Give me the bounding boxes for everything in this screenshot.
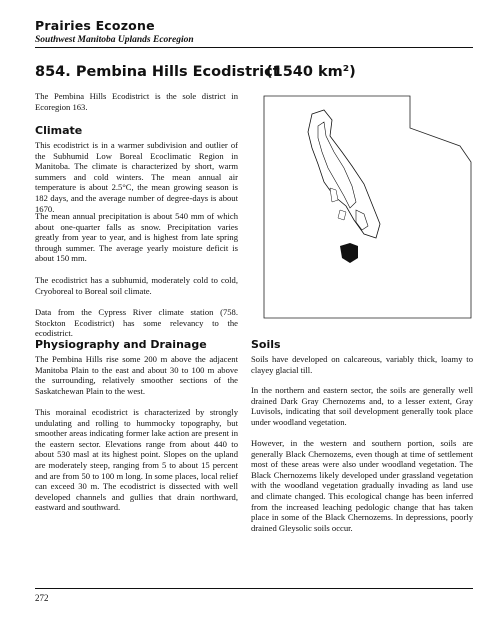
manitoba-outline [264, 96, 471, 318]
climate-paragraph-2: The mean annual precipitation is about 540 mm of which about one-quarter falls as snow. Precipitation varies greatly from year to year, and is highest from late spring through summer. The average yearly moisture deficit is about 150 mm. [35, 211, 238, 264]
lake-shape-4 [338, 210, 346, 220]
soils-heading: Soils [251, 338, 281, 351]
physiography-paragraph-2: This morainal ecodistrict is characterized by strongly undulating and rolling to hummocky topography, but smoother areas indicating former lake action are present in the eastern sector. Elevations range from about 440 to about 530 masl at its highest point. Slopes on the upland are moderately steep, ranging from 5 to about 15 percent and are from 50 to 100 m long. In some places, local relief can exceed 30 m. The ecodistrict is dissected with well developed channels and gullies that drain northward, eastward and southward. [35, 407, 238, 513]
district-area: (1540 km²) [266, 64, 356, 80]
soils-paragraph-1: Soils have developed on calcareous, variably thick, loamy to clayey glacial till. [251, 354, 473, 375]
ecodistrict-map [260, 92, 473, 320]
soils-paragraph-3: However, in the western and southern portion, soils are generally Black Chernozems, even though at time of settlement most of these areas were also under woodland vegetation. The Black Chernozems likely developed under grassland vegetation with the woodland vegetation gradually invading as land use and climate changed. This ecological change has been inferred from the increased leaching pedologic change that has taken place in some of the Black Chernozems. In depressions, poorly drained Gleysolic soils occur. [251, 438, 473, 533]
climate-heading: Climate [35, 124, 83, 137]
district-title: 854. Pembina Hills Ecodistrict [35, 64, 280, 80]
page-number: 272 [35, 593, 49, 603]
highlighted-district [340, 243, 358, 263]
ecozone-title: Prairies Ecozone [35, 18, 155, 33]
climate-paragraph-1: This ecodistrict is in a warmer subdivision and outlier of the Subhumid Low Boreal Ecoclimatic Region in Manitoba. The climate is characterized by short, warm summers and cold winters. The mean annual air temperature is about 2.5°C, the mean growing season is 182 days, and the average number of degree-days is about 1670. [35, 140, 238, 214]
ecoregion-subtitle: Southwest Manitoba Uplands Ecoregion [35, 35, 194, 45]
lake-shape-3 [330, 188, 338, 202]
header-rule [35, 47, 473, 48]
lake-shape-2 [356, 210, 368, 230]
physiography-paragraph-1: The Pembina Hills rise some 200 m above the adjacent Manitoba Plain to the east and about 30 to 100 m above the surrounding, relatively smoother sections of the Saskatchewan Plain to the west. [35, 354, 238, 396]
climate-paragraph-3: The ecodistrict has a subhumid, moderately cold to cold, Cryoboreal to Boreal soil climate. [35, 275, 238, 296]
footer-rule [35, 588, 473, 589]
soils-paragraph-2: In the northern and eastern sector, the soils are generally well drained Dark Gray Chernozems and, to a lesser extent, Gray Luvisols, indicating that soil development generally took place under woodland vegetation. [251, 385, 473, 427]
physiography-heading: Physiography and Drainage [35, 338, 207, 351]
climate-paragraph-4: Data from the Cypress River climate station (758. Stockton Ecodistrict) has some relevancy to the ecodistrict. [35, 307, 238, 339]
intro-paragraph: The Pembina Hills Ecodistrict is the sole district in Ecoregion 163. [35, 91, 238, 112]
